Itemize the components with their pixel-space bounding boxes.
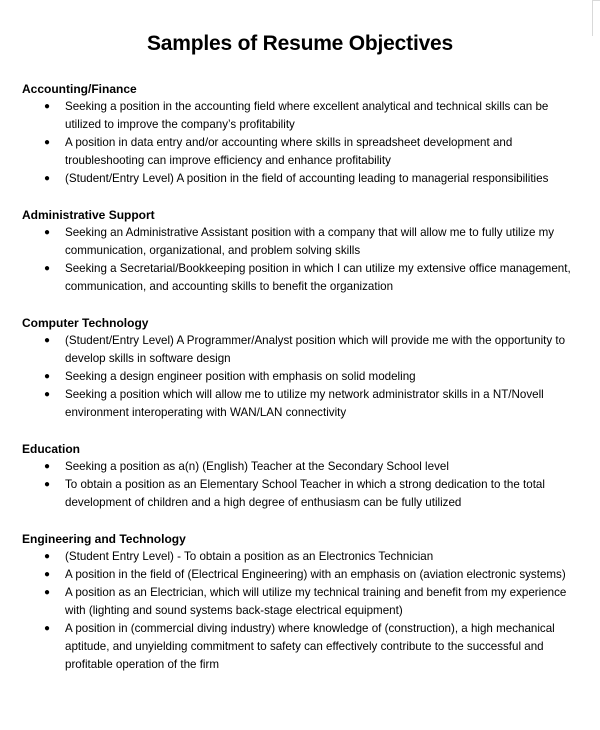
bullet-dot-icon: ● <box>44 173 51 184</box>
bullet-dot-icon: ● <box>44 389 51 400</box>
section-heading: Engineering and Technology <box>22 532 186 546</box>
list-item-text: Seeking a Secretarial/Bookkeeping position in which I can utilize my extensive office management, communication, and accounting skills to benefit the organization <box>65 262 571 293</box>
list-item <box>22 386 578 422</box>
section-engineering-technology <box>22 530 578 674</box>
list-item <box>22 368 578 386</box>
page-title: Samples of Resume Objectives <box>146 32 454 55</box>
bullet-dot-icon: ● <box>44 101 51 112</box>
list-item-text: To obtain a position as an Elementary School Teacher in which a strong dedication to the total development of children and a high degree of enthusiasm can be fully utilized <box>65 478 545 509</box>
bullet-dot-icon: ● <box>44 587 51 598</box>
objective-list <box>22 458 578 512</box>
bullet-dot-icon: ● <box>44 335 51 346</box>
list-item-text: A position as an Electrician, which will utilize my technical training and benefit from my experience with (lighting and sound systems back-stage electrical equipment) <box>65 586 567 617</box>
section-education <box>22 440 578 512</box>
list-item <box>22 548 578 566</box>
list-item-text: A position in the field of (Electrical Engineering) with an emphasis on (aviation electronic systems) <box>65 568 566 581</box>
section-heading: Accounting/Finance <box>22 82 137 96</box>
bullet-dot-icon: ● <box>44 371 51 382</box>
section-heading: Computer Technology <box>22 316 149 330</box>
list-item <box>22 332 578 368</box>
list-item-text: Seeking a position in the accounting field where excellent analytical and technical skills can be utilized to improve the company’s profitability <box>65 100 549 131</box>
list-item-text: Seeking an Administrative Assistant position with a company that will allow me to fully utilize my communication, organizational, and problem solving skills <box>65 226 555 257</box>
list-item-text: (Student/Entry Level) A Programmer/Analyst position which will provide me with the opportunity to develop skills in software design <box>65 334 566 365</box>
bullet-dot-icon: ● <box>44 551 51 562</box>
section-heading: Administrative Support <box>22 208 155 222</box>
list-item <box>22 224 578 260</box>
list-item <box>22 458 578 476</box>
bullet-dot-icon: ● <box>44 227 51 238</box>
list-item <box>22 134 578 170</box>
page-corner-border <box>592 0 600 36</box>
list-item <box>22 584 578 620</box>
bullet-dot-icon: ● <box>44 461 51 472</box>
section-administrative-support <box>22 206 578 296</box>
bullet-dot-icon: ● <box>44 479 51 490</box>
list-item <box>22 98 578 134</box>
bullet-dot-icon: ● <box>44 623 51 634</box>
list-item <box>22 620 578 674</box>
bullet-dot-icon: ● <box>44 263 51 274</box>
section-computer-technology <box>22 314 578 422</box>
section-accounting-finance <box>22 80 578 188</box>
list-item-text: Seeking a position which will allow me to utilize my network administrator skills in a NT/Novell environment interoperating with WAN/LAN connectivity <box>65 388 544 419</box>
bullet-dot-icon: ● <box>44 569 51 580</box>
objective-list <box>22 548 578 674</box>
list-item <box>22 260 578 296</box>
list-item-text: (Student/Entry Level) A position in the field of accounting leading to managerial responsibilities <box>65 172 549 185</box>
list-item <box>22 476 578 512</box>
list-item-text: Seeking a position as a(n) (English) Teacher at the Secondary School level <box>65 460 449 473</box>
objective-list <box>22 332 578 422</box>
list-item-text: Seeking a design engineer position with emphasis on solid modeling <box>65 370 416 383</box>
list-item-text: A position in data entry and/or accounting where skills in spreadsheet development and troubleshooting can improve efficiency and enhance profitability <box>65 136 513 167</box>
list-item-text: A position in (commercial diving industry) where knowledge of (construction), a high mechanical aptitude, and unyielding commitment to safety can effectively contribute to the successful and profitable operation of the firm <box>65 622 555 671</box>
objective-list <box>22 224 578 296</box>
list-item <box>22 566 578 584</box>
section-heading: Education <box>22 442 81 456</box>
document-body <box>22 80 578 692</box>
objective-list <box>22 98 578 188</box>
list-item <box>22 170 578 188</box>
list-item-text: (Student Entry Level) - To obtain a position as an Electronics Technician <box>65 550 434 563</box>
bullet-dot-icon: ● <box>44 137 51 148</box>
